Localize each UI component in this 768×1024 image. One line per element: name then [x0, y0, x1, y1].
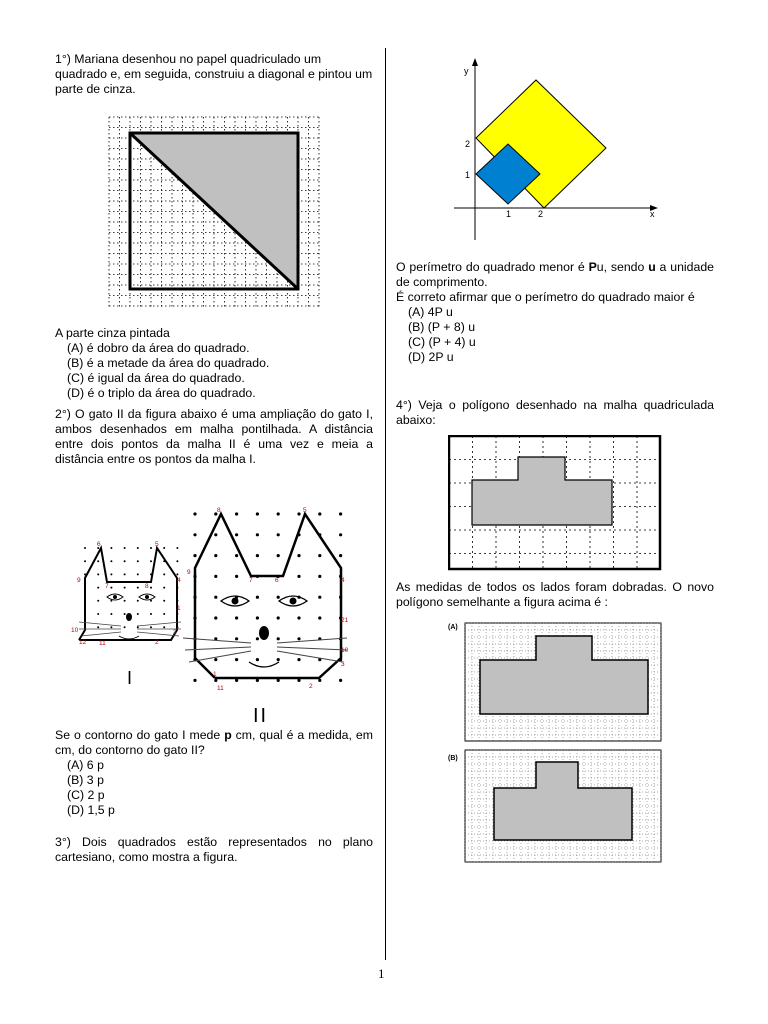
- q3-question-text: É correto afirmar que o perímetro do quadrado maior é: [396, 290, 695, 304]
- vertex-number: 7: [249, 577, 253, 584]
- y-tick-2: 2: [465, 139, 471, 149]
- vertex-number: 11: [99, 640, 106, 647]
- column-divider: [385, 48, 386, 960]
- vertex-number: 21: [341, 617, 349, 624]
- q4-option-b-label[interactable]: (B): [448, 755, 458, 762]
- q1-option-d[interactable]: (D) é o triplo da área do quadrado.: [67, 386, 256, 400]
- vertex-number: 6: [97, 541, 101, 548]
- q4-option-a-figure: [465, 623, 661, 741]
- vertex-number: 12: [79, 639, 87, 646]
- x-tick-1: 1: [506, 209, 512, 219]
- q1-stem: A parte cinza pintada: [55, 326, 170, 340]
- q2-option-a[interactable]: (A) 6 p: [67, 758, 104, 772]
- vertex-number: 3: [173, 629, 177, 636]
- page-number: 1: [378, 966, 385, 981]
- q2-intro: 2°) O gato II da figura abaixo é uma ampliação do gato I, ambos desenhados em malha pontilhada. A distância entre dois pontos da malha II é uma vez e meia a distância entre os pontos da malha I.: [55, 407, 373, 466]
- q2-option-b[interactable]: (B) 3 p: [67, 773, 104, 787]
- q3-option-b[interactable]: (B) (P + 8) u: [408, 320, 476, 334]
- vertex-number: 11: [217, 685, 224, 692]
- cat-2-label: II: [253, 705, 269, 724]
- vertex-number: 4: [341, 577, 345, 584]
- q3-option-a[interactable]: (A) 4P u: [408, 305, 453, 319]
- cat-1-label: I: [127, 668, 133, 688]
- q1-intro: 1°) Mariana desenhou no papel quadriculado um quadrado e, em seguida, construiu a diagonal e pintou um parte de cinza.: [55, 52, 373, 96]
- q1-option-b[interactable]: (B) é a metade da área do quadrado.: [67, 356, 270, 370]
- vertex-number: 5: [303, 507, 307, 514]
- q2-cats-figure: [65, 502, 365, 724]
- q3-option-d[interactable]: (D) 2P u: [408, 350, 454, 364]
- vertex-number: 5: [155, 541, 159, 548]
- vertex-number: 6: [275, 577, 279, 584]
- q1-option-c[interactable]: (C) é igual da área do quadrado.: [67, 371, 245, 385]
- q4-option-b-figure: [465, 750, 661, 862]
- vertex-number: 2: [155, 639, 159, 646]
- q3-intro: 3°) Dois quadrados estão representados no plano cartesiano, como mostra a figura.: [55, 835, 373, 864]
- q1-square-figure: [105, 113, 323, 313]
- y-tick-1: 1: [465, 170, 471, 180]
- q4-statement: As medidas de todos os lados foram dobradas. O novo polígono semelhante a figura acima é :: [396, 580, 714, 609]
- q4-options-figure: [446, 618, 666, 918]
- vertex-number: 2: [309, 683, 313, 690]
- q4-intro: 4°) Veja o polígono desenhado na malha quadriculada abaixo:: [396, 398, 714, 427]
- q4-option-a-label[interactable]: (A): [448, 624, 458, 631]
- vertex-number: 4: [177, 577, 181, 584]
- vertex-number: 8: [145, 583, 149, 590]
- vertex-number: 7: [105, 583, 109, 590]
- q2-question-text: Se o contorno do gato I mede p cm, qual é a medida, em cm, do contorno do gato II?: [55, 728, 373, 757]
- y-axis-label: y: [464, 66, 469, 76]
- vertex-number: 1: [213, 671, 217, 678]
- q4-polygon-figure: [448, 435, 662, 571]
- q3-cartesian-figure: [440, 52, 670, 248]
- q2-option-d[interactable]: (D) 1,5 p: [67, 803, 115, 817]
- vertex-number: 10: [71, 627, 79, 634]
- q2-question: [55, 728, 373, 818]
- vertex-number: 3: [341, 661, 345, 668]
- q1-question: [55, 326, 373, 401]
- vertex-number: 10: [341, 647, 349, 654]
- cat-1: [71, 541, 181, 647]
- vertex-number: 1: [177, 605, 181, 612]
- vertex-number: 8: [217, 507, 221, 514]
- cat-2: [183, 507, 349, 692]
- vertex-number: 9: [77, 577, 81, 584]
- q1-option-a[interactable]: (A) é dobro da área do quadrado.: [67, 341, 250, 355]
- q3-question: [396, 260, 714, 365]
- x-axis-label: x: [650, 209, 655, 219]
- x-tick-2: 2: [538, 209, 544, 219]
- q3-perimeter-text: O perímetro do quadrado menor é Pu, sendo u a unidade de comprimento.: [396, 260, 714, 289]
- vertex-number: 9: [187, 569, 191, 576]
- q3-option-c[interactable]: (C) (P + 4) u: [408, 335, 476, 349]
- q2-option-c[interactable]: (C) 2 p: [67, 788, 105, 802]
